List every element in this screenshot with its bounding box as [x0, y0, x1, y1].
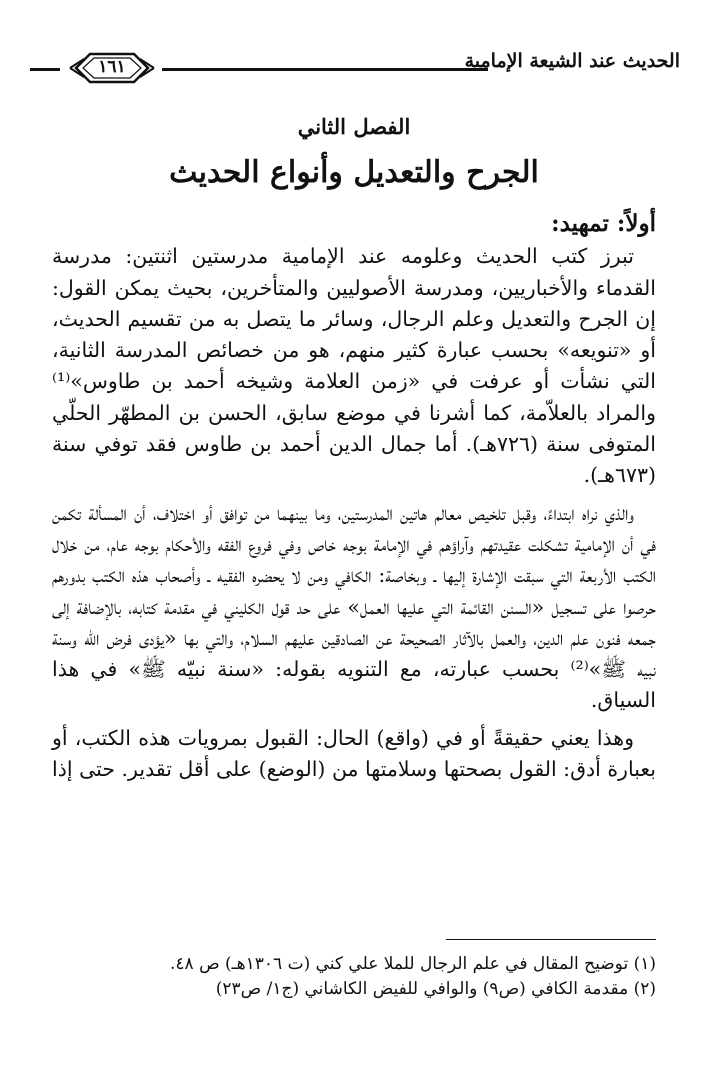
- footnotes: [52, 952, 656, 1002]
- page-number: ١٦١: [98, 57, 126, 77]
- page-number-ornament: [66, 48, 158, 88]
- running-header: [30, 44, 680, 84]
- body-text: [52, 208, 656, 785]
- footnote: (١) توضيح المقال في علم الرجال للملا علي كني (ت ١٣٠٦هـ) ص ٤٨.: [170, 954, 656, 974]
- chapter-title: الجرح والتعديل وأنواع الحديث: [169, 155, 539, 190]
- running-title: الحديث عند الشيعة الإمامية: [464, 50, 680, 72]
- header-rule-left: [30, 68, 60, 71]
- paragraph: تبرز كتب الحديث وعلومه عند الإمامية مدرستين اثنتين: مدرسة القدماء والأخباريين، ومدرسة الأصوليين والمتأخرين، بحيث يمكن القول: إن الجرح والتعديل وعلم الرجال، وسائر ما يتصل به من تقسيم الحديث، أو «تنويعه» بحسب عبارة كثير منهم، هو من خصائص المدرسة الثانية، التي نشأت أو عرفت في «زمن العلامة وشيخه أحمد بن طاوس»⁽¹⁾ والمراد بالعلاّمة، كما أشرنا في موضع سابق، الحسن بن المطهّر الحلّي المتوفى سنة (٧٢٦هـ). أما جمال الدين أحمد بن طاوس فقد توفي سنة (٦٧٣هـ).: [52, 244, 656, 488]
- chapter-label: الفصل الثاني: [297, 114, 411, 139]
- header-rule: [162, 68, 488, 71]
- paragraph: والذي نراه ابتداءً، وقبل تلخيص معالم هاتين المدرستين، وما بينهما من توافق أو اختلاف، أن المسألة تكمن في أن الإمامية تشكلت عقيدتهم وآراؤهم في الإمامة بوجه خاص وفي فروع الفقه والأحكام بوجه عام، من خلال الكتب الأربعة التي سبقت الإشارة إليها ـ وبخاصة: الكافي ومن لا يحضره الفقيه ـ وأصحاب هذه الكتب بدورهم حرصوا على تسجيل «السنن القائمة التي عليها العمل» على حد قول الكليني في مقدمة كتابه، بالإضافة إلى جمعه فنون علم الدين، والعمل بالآثار الصحيحة عن الصادقين عليهم السلام، والتي بها «يؤدى فرض الله وسنة نبيه ﷺ»⁽²⁾ بحسب عبارته، مع التنويه بقوله: «سنة نبيّه ﷺ» في هذا السياق.: [52, 500, 656, 713]
- paragraph: وهذا يعني حقيقةً أو في (واقع) الحال: القبول بمرويات هذه الكتب، أو بعبارة أدق: القول بصحتها وسلامتها من (الوضع) على أقل تقدير. حتى إذا: [52, 725, 656, 782]
- footnote: (٢) مقدمة الكافي (ص٩) والوافي للفيض الكاشاني (ج١/ ص٢٣): [215, 979, 656, 999]
- footnote-divider: [446, 939, 656, 940]
- section-heading: أولاً: تمهيد:: [551, 210, 656, 237]
